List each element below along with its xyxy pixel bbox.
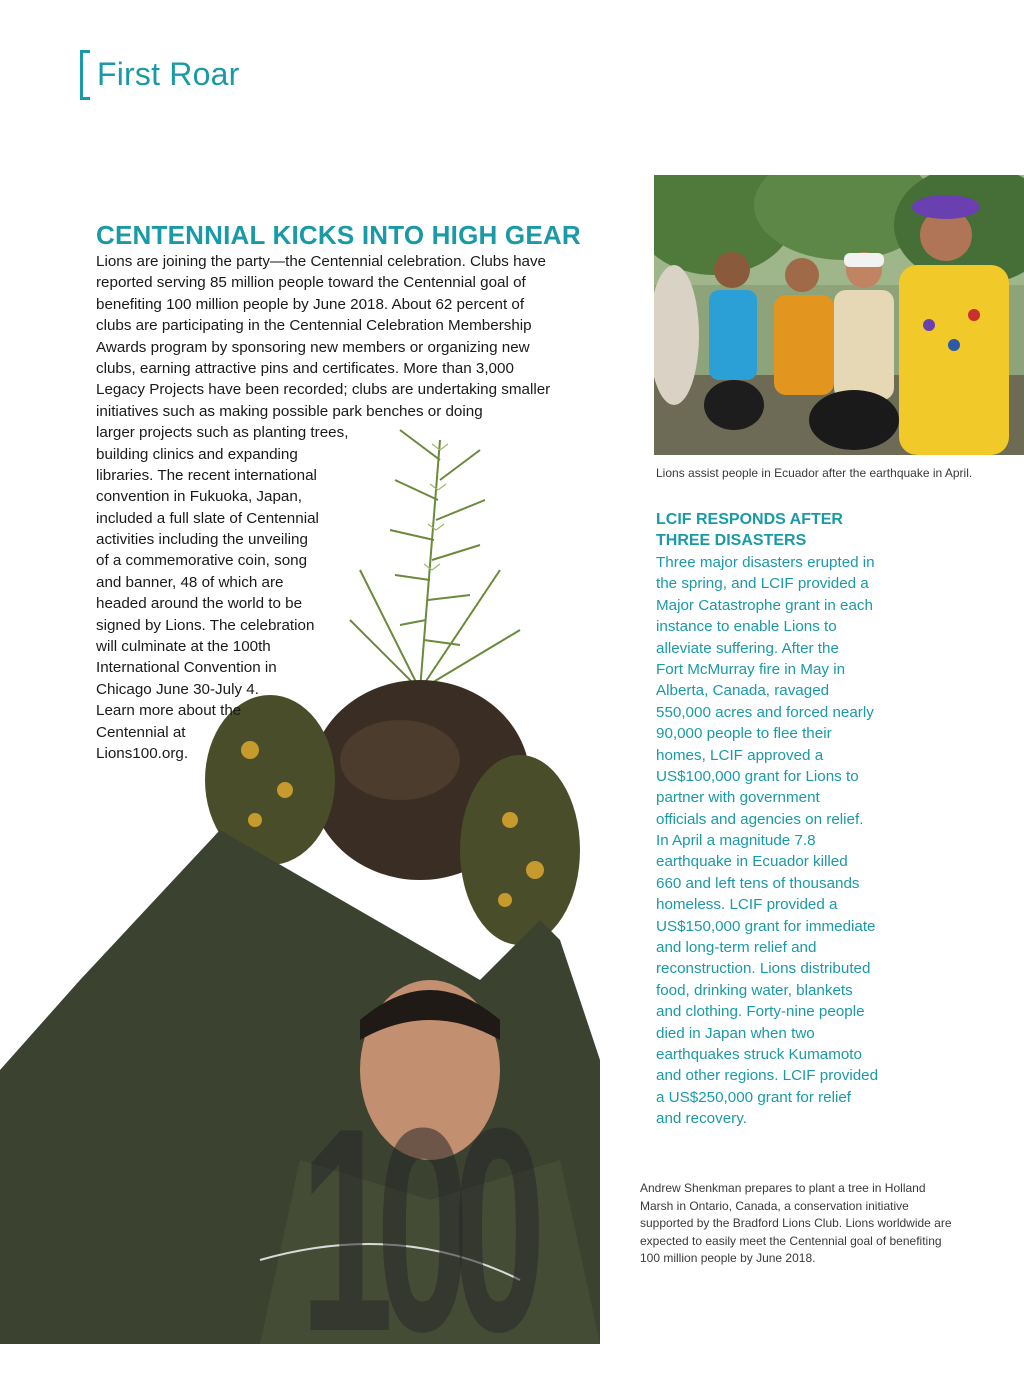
body-line: benefiting 100 million people by June 2018. About 62 percent of xyxy=(96,295,525,313)
body-line: clubs are participating in the Centennial Celebration Membership xyxy=(96,317,532,335)
body-line: initiatives such as making possible park benches or doing xyxy=(96,402,483,420)
sidebar-line: alleviate suffering. After the xyxy=(656,639,839,657)
body-line: Legacy Projects have been recorded; clubs are undertaking smaller xyxy=(96,381,551,399)
sidebar-line: reconstruction. Lions distributed xyxy=(656,960,871,978)
body-line: signed by Lions. The celebration xyxy=(96,616,315,634)
planting-photo-caption xyxy=(640,1180,952,1268)
sidebar-line: and recovery. xyxy=(656,1110,747,1128)
body-line: Learn more about the xyxy=(96,702,242,720)
ecuador-relief-photo xyxy=(654,175,1024,455)
sidebar-line: food, drinking water, blankets xyxy=(656,981,853,999)
body-line: International Convention in xyxy=(96,659,277,677)
ecuador-photo-caption: Lions assist people in Ecuador after the earthquake in April. xyxy=(656,466,973,480)
sidebar-line: a US$250,000 grant for relief xyxy=(656,1088,852,1106)
article-headline: CENTENNIAL KICKS INTO HIGH GEAR xyxy=(96,220,581,250)
sidebar-line: In April a magnitude 7.8 xyxy=(656,832,816,850)
article-body xyxy=(96,251,550,764)
centennial-100-overlay: 100 xyxy=(300,1068,529,1392)
body-line: headed around the world to be xyxy=(96,595,303,613)
body-line: activities including the unveiling xyxy=(96,531,308,549)
body-line: convention in Fukuoka, Japan, xyxy=(96,488,303,506)
sidebar-line: and long-term relief and xyxy=(656,939,817,957)
sidebar-line: the spring, and LCIF provided a xyxy=(656,575,869,593)
caption-line: Marsh in Ontario, Canada, a conservation initiative xyxy=(640,1198,909,1213)
section-bracket xyxy=(80,50,90,100)
sidebar-line: and other regions. LCIF provided xyxy=(656,1067,879,1085)
sidebar-line: Fort McMurray fire in May in xyxy=(656,660,846,678)
sidebar-line: Alberta, Canada, ravaged xyxy=(656,682,830,700)
body-line: reported serving 85 million people toward the Centennial goal of xyxy=(96,274,526,292)
sidebar-line: US$150,000 grant for immediate xyxy=(656,917,876,935)
sidebar-line: 550,000 acres and forced nearly xyxy=(656,703,874,721)
sidebar-line: 90,000 people to flee their xyxy=(656,725,832,743)
body-line: building clinics and expanding xyxy=(96,445,298,463)
section-title: First Roar xyxy=(97,56,240,92)
sidebar-line: homeless. LCIF provided a xyxy=(656,896,838,914)
sidebar-line: died in Japan when two xyxy=(656,1024,815,1042)
caption-line: Andrew Shenkman prepares to plant a tree in Holland xyxy=(640,1181,926,1195)
sidebar-line: Major Catastrophe grant in each xyxy=(656,596,873,614)
body-line: clubs, earning attractive pins and certificates. More than 3,000 xyxy=(96,359,514,377)
body-line: and banner, 48 of which are xyxy=(96,573,284,591)
sidebar-body xyxy=(656,552,878,1130)
sidebar-line: US$100,000 grant for Lions to xyxy=(656,767,859,785)
sidebar-headline-line: LCIF RESPONDS AFTER xyxy=(656,511,843,528)
sidebar-line: 660 and left tens of thousands xyxy=(656,874,860,892)
body-line: Chicago June 30-July 4. xyxy=(96,680,259,698)
sidebar-line: Three major disasters erupted in xyxy=(656,554,875,571)
body-line: of a commemorative coin, song xyxy=(96,552,308,570)
body-line: Lions are joining the party—the Centennial celebration. Clubs have xyxy=(96,253,546,270)
body-line: larger projects such as planting trees, xyxy=(96,424,349,442)
body-line: libraries. The recent international xyxy=(96,466,317,484)
caption-line: 100 million people by June 2018. xyxy=(640,1251,816,1265)
sidebar-line: partner with government xyxy=(656,789,820,807)
sidebar-line: earthquake in Ecuador killed xyxy=(656,853,848,871)
sidebar-headline-line: THREE DISASTERS xyxy=(656,532,807,550)
body-line: Lions100.org. xyxy=(96,744,189,762)
body-line: will culminate at the 100th xyxy=(96,638,271,656)
sidebar-line: earthquakes struck Kumamoto xyxy=(656,1045,862,1063)
sidebar-line: officials and agencies on relief. xyxy=(656,810,864,828)
caption-line: supported by the Bradford Lions Club. Lions worldwide are xyxy=(640,1216,952,1230)
sidebar-line: and clothing. Forty-nine people xyxy=(656,1003,865,1021)
body-line: included a full slate of Centennial xyxy=(96,509,319,527)
body-line: Awards program by sponsoring new members or organizing new xyxy=(96,338,530,356)
caption-line: expected to easily meet the Centennial goal of benefiting xyxy=(640,1233,942,1248)
body-line: Centennial at xyxy=(96,723,186,741)
sidebar-line: homes, LCIF approved a xyxy=(656,746,824,764)
sidebar-line: instance to enable Lions to xyxy=(656,618,837,636)
sidebar-headline xyxy=(656,509,843,552)
